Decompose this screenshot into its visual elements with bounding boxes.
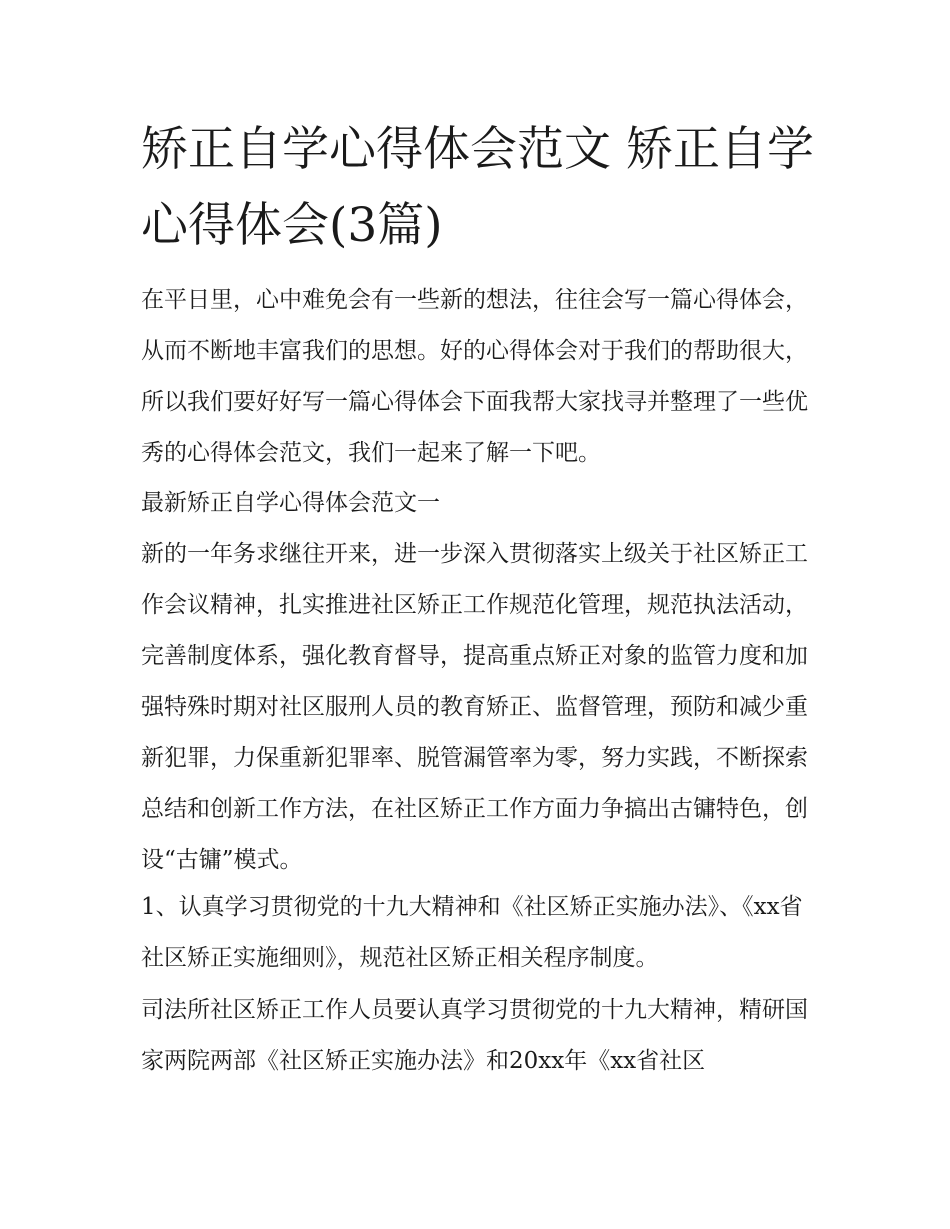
body-paragraph: 新的一年务求继往开来，进一步深入贯彻落实上级关于社区矫正工作会议精神，扎实推进社区矫正工作规范化管理，规范执法活动，完善制度体系，强化教育督导，提高重点矫正对象的监管力度和加强特殊时期对社区服刑人员的教育矫正、监督管理，预防和减少重新犯罪，力保重新犯罪率、脱管漏管率为零，努力实践，不断探索总结和创新工作方法，在社区矫正工作方面力争搞出古镛特色，创设“古镛”模式。 <box>141 541 808 873</box>
section-heading: 最新矫正自学心得体会范文一 <box>141 490 440 516</box>
document-title: 矫正自学心得体会范文 矫正自学心得体会(3篇) <box>141 122 814 253</box>
numbered-item: 1、认真学习贯彻党的十九大精神和《社区矫正实施办法》、《xx省社区矫正实施细则》，规范社区矫正相关程序制度。 <box>141 894 803 971</box>
intro-paragraph: 在平日里，心中难免会有一些新的想法，往往会写一篇心得体会，从而不断地丰富我们的思想。好的心得体会对于我们的帮助很大，所以我们要好好写一篇心得体会下面我帮大家找寻并整理了一些优秀的心得体会范文，我们一起来了解一下吧。 <box>141 287 808 466</box>
body-paragraph: 司法所社区矫正工作人员要认真学习贯彻党的十九大精神，精研国家两院两部《社区矫正实施办法》和20xx年《xx省社区 <box>141 997 808 1074</box>
